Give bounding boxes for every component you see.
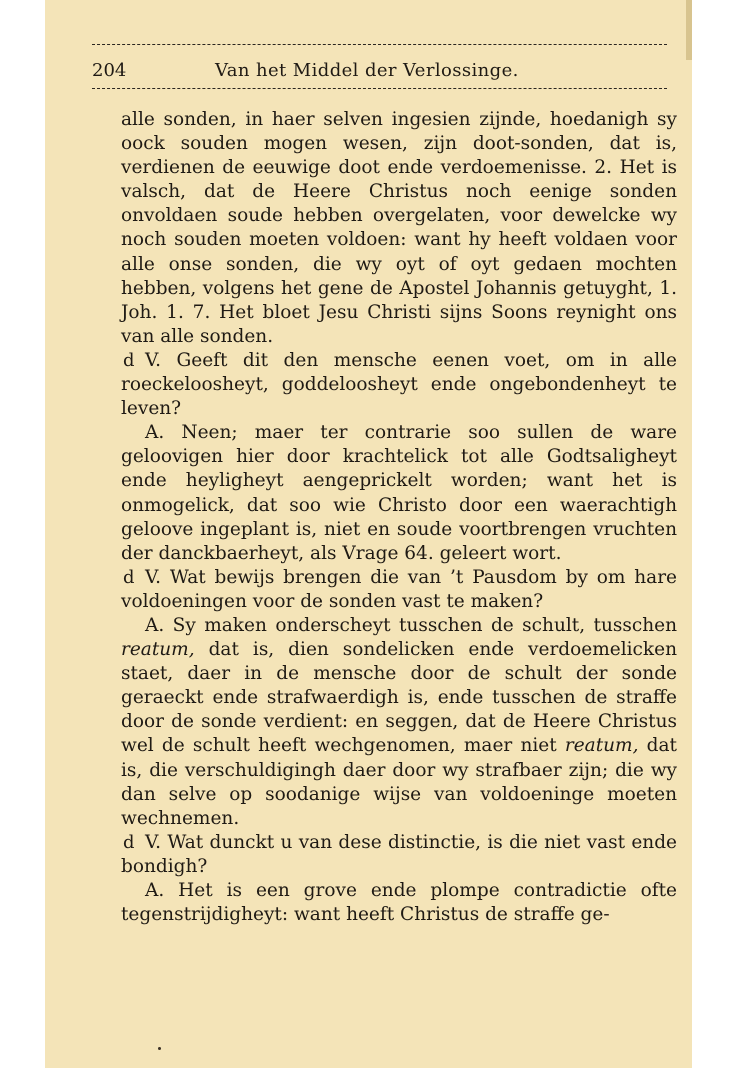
page-edge-shadow <box>686 0 692 60</box>
book-page <box>45 0 692 1068</box>
running-title: Van het Middel der Verlossinge. <box>215 60 519 81</box>
answer-paragraph <box>121 614 677 831</box>
question-text: V. Wat bewijs brengen die van ’t Pausdom by om hare voldoeningen voor de sonden vast te maken? <box>121 566 677 612</box>
answer-text: dat is, dien sondelicken ende verdoemelicken staet, daer in de mensche door de schult der sonde geraeckt ende strafwaerdigh is, ende tusschen de straffe door de sonde verdient: en seggen, dat de Heere Christus wel de schult heeft wechgenomen, maer niet <box>121 639 677 757</box>
ink-speck <box>158 1047 161 1050</box>
answer-paragraph: A. Neen; maer ter contrarie soo sullen de ware geloovigen hier door krachtelick tot alle Godtsaligheyt ende heyligheyt aengeprickelt worden; want het is onmogelick, dat soo wie Christo door een waerachtigh geloove ingeplant is, niet en soude voortbrengen vruchten der danckbaerheyt, als Vrage 64. geleert wort. <box>121 422 677 564</box>
answer-paragraph: A. Het is een grove ende plompe contradictie ofte tegenstrijdigheyt: want heeft Christus de straffe ge- <box>121 880 677 926</box>
page-number: 204 <box>92 60 127 81</box>
paragraph-continuation: alle sonden, in haer selven ingesien zijnde, hoedanigh sy oock souden mogen wesen, zijn doot-sonden, dat is, verdienen de eeuwige doot ende verdoemenisse. 2. Het is valsch, dat de Heere Christus noch eenige sonden onvoldaen soude hebben overgelaten, voor dewelcke wy noch souden moeten voldoen: want hy heeft voldaen voor alle onse sonden, die wy oyt of oyt gedaen mochten hebben, volgens het gene de Apostel Johannis getuyght, 1. Joh. 1. 7. Het bloet Jesu Christi sijns Soons reynight ons van alle sonden. <box>121 109 677 347</box>
margin-note-d: d <box>123 566 135 588</box>
question-paragraph <box>121 349 677 421</box>
header-rule-top <box>92 44 667 45</box>
margin-note-d: d <box>123 349 135 371</box>
latin-term: reatum, <box>564 735 639 757</box>
answer-text: A. Sy maken onderscheyt tusschen de schult, tusschen <box>145 614 677 636</box>
latin-term: reatum, <box>121 639 195 661</box>
question-text: V. Wat dunckt u van dese distinctie, is die niet vast ende bondigh? <box>121 831 677 877</box>
question-paragraph <box>121 566 677 614</box>
answer-text: dat is, die verschuldigingh daer door wy strafbaer zijn; die wy dan selve op soodanige wijse van voldoeninge moeten wechnemen. <box>121 735 677 829</box>
question-paragraph <box>121 831 677 879</box>
body-text <box>121 108 677 927</box>
header-rule-bottom <box>92 88 667 89</box>
question-text: V. Geeft dit den mensche eenen voet, om in alle roeckeloosheyt, goddeloosheyt ende ongebondenheyt te leven? <box>121 349 677 420</box>
margin-note-d: d <box>123 831 135 853</box>
